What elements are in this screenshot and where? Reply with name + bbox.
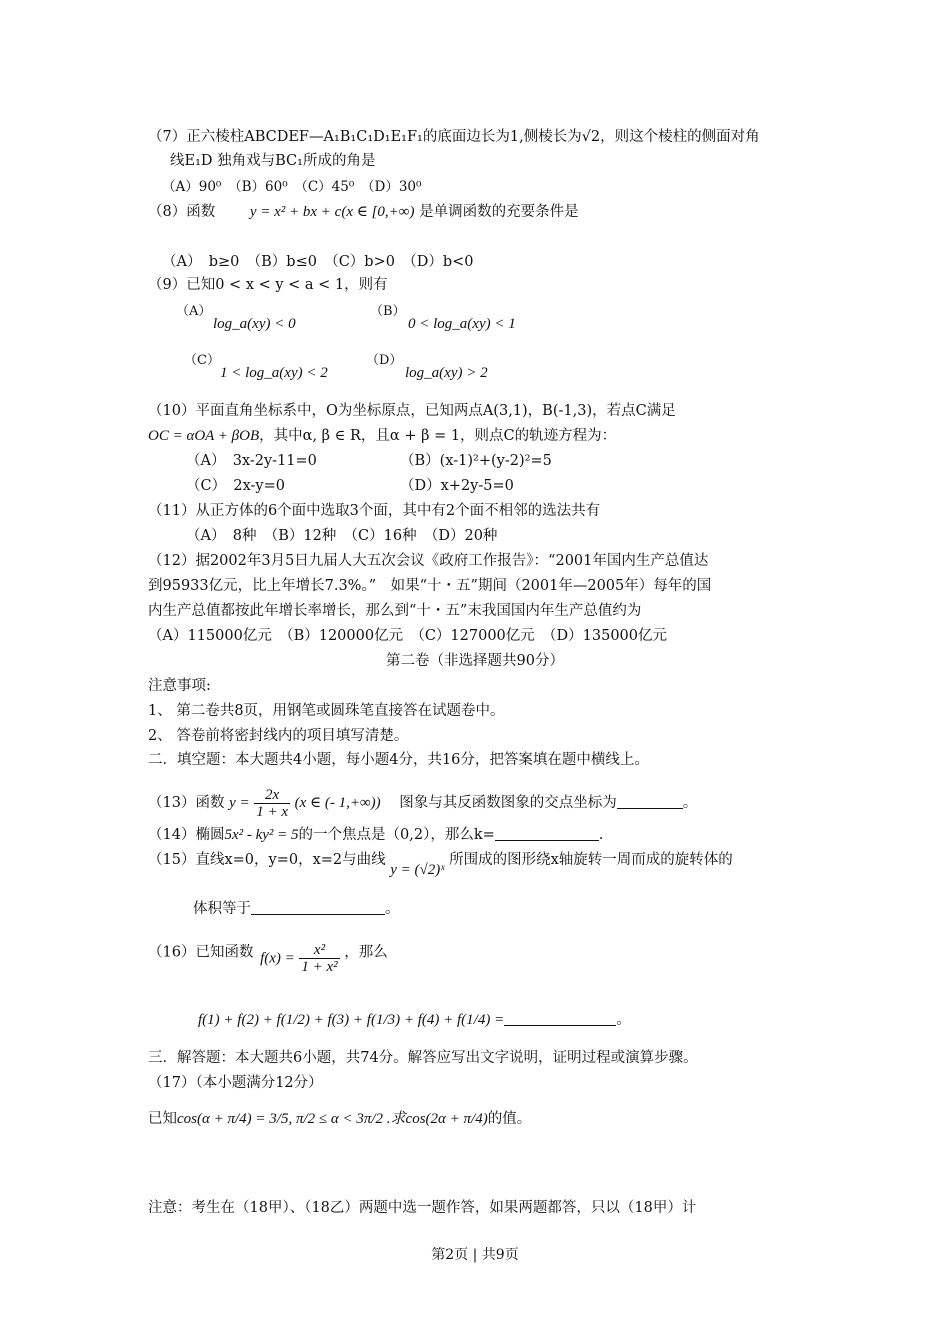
q10-opt-c: （C） 2x-y=0 <box>186 478 285 494</box>
q14-formula: 5x² - ky² = 5 <box>224 827 299 843</box>
q11-line1: （11）从正方体的6个面中选取3个面，其中有2个面不相邻的选法共有 <box>148 503 601 519</box>
q16-sum-formula: f(1) + f(2) + f(1/2) + f(3) + f(1/3) + f(4) + f(1/4) = <box>198 1012 505 1028</box>
q16-fraction: $\frac{\text{x²}}{\text{1 + x²}}$ <box>301 942 338 975</box>
q15-line1: （15）直线x=0，y=0，x=2与曲线 y = (√2)ˣ 所围成的图形绕x轴旋转一周而成的旋转体的 <box>148 852 733 878</box>
q17-formula: cos(α + π/4) = 3/5, π/2 ≤ α < 3π/2 .求cos(2α + π/4) <box>177 1111 488 1127</box>
q11-options: （A） 8种 （B）12种 （C）16种 （D）20种 <box>186 528 498 544</box>
q15-answer-blank[interactable] <box>251 900 385 915</box>
q9-opt-b-label: （B） <box>370 304 406 319</box>
note-text: 注意：考生在（18甲）、（18乙）两题中选一题作答，如果两题都答，只以（18甲）计 <box>148 1200 697 1216</box>
q9-lead: （9）已知0 < x < y < a < 1，则有 <box>148 277 388 293</box>
q12-line1: （12）据2002年3月5日九届人大五次会议《政府工作报告》：“2001年国内生产总值达 <box>148 553 709 569</box>
q9-opt-d-label: （D） <box>366 353 403 368</box>
q16-line: （16）已知函数 f(x) = $\frac{\text{x²}}{\text{1 + x²}}$ ，那么 <box>148 942 388 975</box>
q9-opt-c: 1 < log_a(xy) < 2 <box>220 365 328 381</box>
notice-head: 注意事项: <box>148 678 211 694</box>
q17-line: 已知cos(α + π/4) = 3/5, π/2 ≤ α < 3π/2 .求cos(2α + π/4)的值。 <box>148 1111 532 1127</box>
q9-opt-b: 0 < log_a(xy) < 1 <box>408 316 516 332</box>
q7-line1: （7）正六棱柱ABCDEF—A₁B₁C₁D₁E₁F₁的底面边长为1,侧棱长为√2，则这个棱柱的侧面对角 <box>148 129 760 145</box>
q7-options: （A）90⁰ （B）60⁰ （C）45⁰ （D）30⁰ <box>162 179 422 195</box>
q10-line1: （10）平面直角坐标系中，O为坐标原点，已知两点A(3,1)，B(-1,3)，若点C满足 <box>148 403 676 419</box>
q13-fraction: $\frac{2x}{1 + x}$ <box>256 786 288 820</box>
q15-line2: 体积等于 。 <box>193 901 400 917</box>
page-footer: 第2页 | 共9页 <box>431 1247 519 1263</box>
q10-opt-d: （D）x+2y-5=0 <box>400 478 514 494</box>
q9-opt-d: log_a(xy) > 2 <box>405 365 488 381</box>
q9-opt-a: log_a(xy) < 0 <box>213 316 296 332</box>
q14-line: （14）椭圆5x² - ky² = 5的一个焦点是（0,2），那么k= . <box>148 827 604 843</box>
q8-formula: y = x² + bx + c(x ∈ [0,+∞) <box>249 204 415 220</box>
q10-opt-a: （A） 3x-2y-11=0 <box>186 453 317 469</box>
q10-line2: OC = αOA + βOB，其中α, β ∈ R，且α + β = 1，则点C的轨迹方程为： <box>148 428 617 444</box>
q7-line2: 线E₁D 独角戏与BC₁所成的角是 <box>170 153 376 169</box>
fill-head: 二．填空题：本大题共4小题，每小题4分，共16分，把答案填在题中横线上。 <box>148 752 649 768</box>
q17-head: （17）（本小题满分12分） <box>148 1075 323 1091</box>
q13-answer-blank[interactable] <box>617 794 683 809</box>
q14-answer-blank[interactable] <box>495 826 599 841</box>
q16-answer-blank[interactable] <box>504 1011 616 1026</box>
q8-options: （A） b≥0 （B）b≤0 （C）b>0 （D）b<0 <box>162 254 474 270</box>
section3-head: 三．解答题：本大题共6小题，共74分。解答应写出文字说明，证明过程或演算步骤。 <box>148 1050 698 1066</box>
q10-formula: OC = αOA + βOB <box>148 428 260 444</box>
q12-line2: 到95933亿元，比上年增长7.3%。” 如果“十・五”期间（2001年—2005年）每年的国 <box>148 578 712 594</box>
q15-formula: y = (√2)ˣ <box>390 862 445 878</box>
q16-sum: f(1) + f(2) + f(1/2) + f(3) + f(1/3) + f(4) + f(1/4) = 。 <box>198 1012 631 1028</box>
section2-title: 第二卷（非选择题共90分） <box>386 653 564 669</box>
q12-options: （A）115000亿元 （B）120000亿元 （C）127000亿元 （D）135000亿元 <box>148 628 668 644</box>
q13-line: （13）函数 y = $\frac{2x}{1 + x}$ (x ∈ (- 1,+∞)) 图象与其反函数图象的交点坐标为 。 <box>148 786 698 820</box>
notice-2: 2、 答卷前将密封线内的项目填写清楚。 <box>148 728 409 744</box>
q10-opt-b: （B）(x-1)²+(y-2)²=5 <box>400 453 552 469</box>
notice-1: 1、 第二卷共8页，用钢笔或圆珠笔直接答在试题卷中。 <box>148 703 505 719</box>
q8-line: （8）函数 y = x² + bx + c(x ∈ [0,+∞) 是单调函数的充要条件是 <box>148 204 579 220</box>
q12-line3: 内生产总值都按此年增长率增长，那么到“十・五”末我国国内年生产总值约为 <box>148 603 642 619</box>
q9-opt-c-label: （C） <box>184 353 220 368</box>
q9-opt-a-label: （A） <box>176 304 212 319</box>
